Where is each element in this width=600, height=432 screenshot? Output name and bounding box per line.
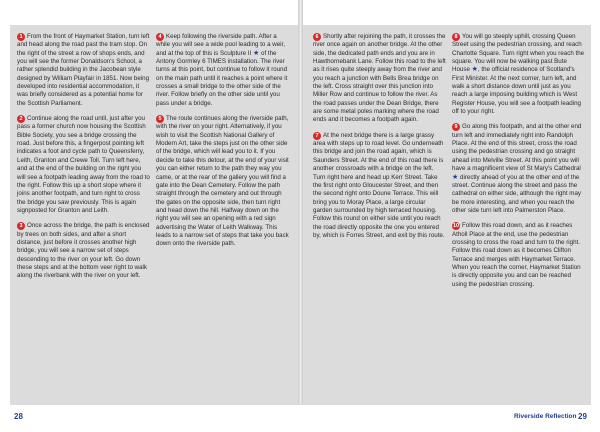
column-1: [17, 33, 150, 288]
step-text: Continue along the road until, just after you pass a former church now housing the Scottish Bible Society, you see a bridge crossing the road. Just before this, a fingerpost pointing left indicates a foot and cycle path to Queensferry, Leith, Granton and Crewe Toll. Turn left here, and at the end of the building on the right you will see a footpath leading away from the road to the right. Follow this up a short slope where it joins another footpath, and turn right to cross the bridge you saw previously. This is again signposted for Granton and Leith.: [17, 115, 150, 214]
step-text: Go along this footpath, and at the other end turn left and immediately right into Randolph Place. At the end of this street, cross the road using the pedestrian crossing and go straight ahead into Melville Street. At this point you will have a magnificent view of St Mary's Cathedral: [452, 123, 582, 173]
step-number-badge: 6: [313, 33, 321, 41]
step-7: [313, 132, 446, 240]
step-text-continued: , the official residence of Scotland's First Minister. At the next corner, turn left, and walk a short distance down until just as you reach a large imposing building which is West Register House, you will see a footpath leading off to your right.: [452, 66, 581, 116]
step-10: [452, 222, 585, 289]
step-text-continued: directly ahead of you at the other end of the street. Continue along the street and pass the cathedral on either side, although the right may be more interesting, and when you reach the other side turn left into Palmerston Place.: [452, 173, 581, 214]
step-4: [156, 33, 289, 108]
step-6: [313, 33, 446, 125]
step-number-badge: 4: [156, 33, 164, 41]
column-2: [156, 33, 289, 256]
step-number-badge: 7: [313, 132, 321, 140]
step-text: Once across the bridge, the path is enclosed by trees on both sides, and after a short distance, just before it crosses another high bridge, you will see a narrow set of steps descending to the river on your left. Go down these steps and at the bottom veer right to walk along the riverbank with the river on your left.: [17, 222, 150, 280]
step-8: [452, 33, 585, 116]
footer-title: Riverside Reflection: [514, 413, 577, 420]
step-number-badge: 10: [452, 223, 460, 230]
map-star-icon: ★: [452, 173, 459, 181]
step-number-badge: 3: [17, 222, 25, 230]
column-4: [452, 33, 585, 296]
map-star-icon: ★: [253, 49, 260, 57]
step-1: [17, 33, 150, 108]
step-text-continued: of the Antony Gormley 6 TIMES installation. The river turns at this point, but continue to follow it round on the main path until it reaches a point where it crosses a small bridge to the other side of the river. Follow briefly on the other side until you pass under a bridge.: [156, 49, 288, 107]
map-star-icon: ★: [471, 66, 478, 74]
step-text: The route continues along the riverside path, with the river on your right. Alternatively, if you wish to visit the Scottish National Gallery of Modern Art, take the steps just on the other side of the bridge, which will lead you to it. If you decide to take this detour, at the end of your visit you can either return to the path they way you came, or at the rear of the gallery you will find a gate into the Dean Cemetery. Follow the path straight through the cemetery and out through the gates on the opposite side, then turn right and head down the hill. Halfway down on the right you will see an opening with a red sign advertising the Water of Leith Walkway. This leads to a narrow set of steps that take you back down onto the riverside path.: [156, 115, 289, 248]
step-9: [452, 123, 585, 215]
book-gutter: [298, 0, 303, 432]
page-number-left: 28: [14, 412, 23, 421]
step-text: You will go steeply uphill, crossing Queen Street using the pedestrian crossing, and reach Charlotte Square. Turn right when you reach the square. You will now be walking past Bute House: [452, 33, 585, 74]
column-3: [313, 33, 446, 247]
step-number-badge: 5: [156, 115, 164, 123]
step-number-badge: 8: [452, 33, 460, 41]
step-text: At the next bridge there is a large grassy area with steps up to road level. Go underneath this bridge and join the road again, which is Saunders Street. At the end of this road there is another crossroads with a bridge on the left. Turn right here and head up Kerr Street. Take the first right onto Gloucester Street, and then the second right onto Doune Terrace. This will bring you to Moray Place, a large circular garden surrounded by high terraced housing. Follow this round on either side until you reach the road directly opposite the one you entered by, which is Forres Street, and exit by this route.: [313, 131, 445, 239]
page-margin-bottom: [0, 405, 600, 432]
step-text: Keep following the riverside path. After a while you will see a wide pool leading to a weir, and at the top of this is Sculpture II: [156, 33, 285, 57]
step-text: Shortly after rejoining the path, it crosses the river once again on another bridge. At the other side, the dedicated path ends and you are in Hawthornebank Lane. Follow this road to the left as it rises quite steeply away from the river and you reach a junction with Bells Brea bridge on the left. Cross straight over this junction into Miller Row and continue to follow the river. As the road passes under the Dean Bridge, there are some metal poles marking where the road ends and it becomes a footpath again.: [313, 33, 446, 124]
step-2: [17, 115, 150, 215]
step-number-badge: 1: [17, 33, 25, 41]
page-number-right: 29: [578, 412, 587, 421]
step-text: From the front of Haymarket Station, turn left and head along the road past the tram stop. On the right of the street a row of shops ends, and you will see the former Donaldson's School, a rather splendid building in the Jacobean style designed by William Playfair in 1851. Now being developed into residential accommodation, it was briefly considered as a potential home for the Scottish Parliament.: [17, 33, 150, 107]
step-number-badge: 2: [17, 115, 25, 123]
step-3: [17, 222, 150, 280]
step-text: Follow this road down, and as it reaches Atholl Place at the end, use the pedestrian crossing to cross the road and turn to the right. Follow this road down as it becomes Clifton Terrace and merges with Haymarket Terrace. When you reach the corner, Haymarket Station is directly opposite you and can be reached using the pedestrian crossing.: [452, 222, 581, 288]
step-5: [156, 115, 289, 249]
step-number-badge: 9: [452, 123, 460, 131]
